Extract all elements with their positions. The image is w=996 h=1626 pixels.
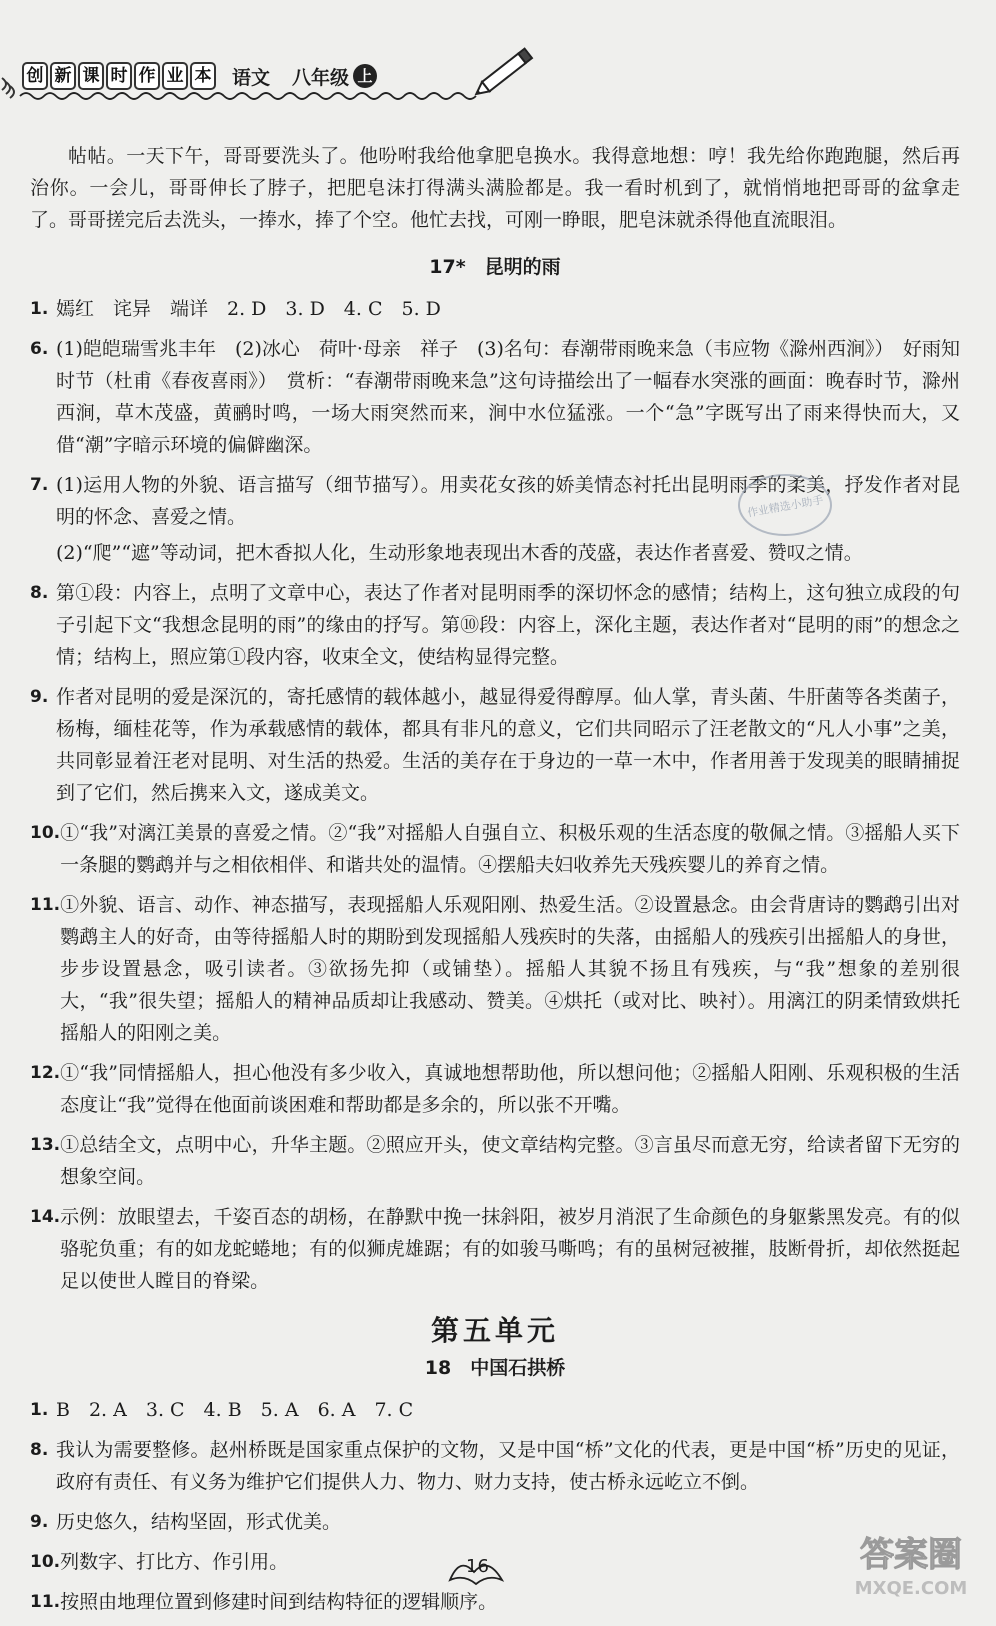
item-sub-text: (2)“爬”“遮”等动词，把木香拟人化，生动形象地表现出木香的茂盛，表达作者喜爱、赞叹之情。 <box>56 542 863 564</box>
item-number: 6. <box>30 339 49 359</box>
item-text: 按照由地理位置到修建时间到结构特征的逻辑顺序。 <box>60 1591 498 1613</box>
item-number: 8. <box>30 1440 49 1460</box>
item-number: 9. <box>30 1512 49 1532</box>
answer-item <box>30 1129 960 1193</box>
answer-item <box>30 889 960 1049</box>
answer-item <box>30 577 960 673</box>
item-text: ①“我”同情摇船人，担心他没有多少收入，真诚地想帮助他，所以想问他；②摇船人阳刚、乐观积极的生活态度让“我”觉得在他面前谈困难和帮助都是多余的，所以张不开嘴。 <box>60 1062 960 1116</box>
item-number: 11. <box>30 895 61 915</box>
answer-item <box>30 1586 960 1618</box>
answer-content <box>30 140 960 1626</box>
item-text: 列数字、打比方、作引用。 <box>60 1551 289 1573</box>
page-header <box>0 0 996 120</box>
header-wave-line <box>0 86 996 106</box>
stamp-text: 作业精选小助手 <box>746 493 825 520</box>
item-number: 1. <box>30 299 49 319</box>
item-text: ①总结全文，点明中心，升华主题。②照应开头，使文章结构完整。③言虽尽而意无穷，给读者留下无穷的想象空间。 <box>60 1134 960 1188</box>
unit-5-title: 第五单元 <box>430 1314 559 1347</box>
item-text: (1)皑皑瑞雪兆丰年 (2)冰心 荷叶·母亲 祥子 (3)名句：春潮带雨晚来急（韦应物《滁州西涧》） 好雨知时节（杜甫《春夜喜雨》） 赏析：“春潮带雨晚来急”这句诗描绘出了一幅春水突涨的画面：晚春时节，滁州西涧，草木茂盛，黄鹂时鸣，一场大雨突然而来，涧中水位猛涨。一个“急”字既写出了雨来得快而大，又借“潮”字暗示环境的偏僻幽深。 <box>56 338 960 456</box>
item-number: 10. <box>30 823 61 843</box>
lesson-18-title: 18 中国石拱桥 <box>424 1357 566 1379</box>
brand-char: 创 <box>22 62 48 90</box>
item-number: 14. <box>30 1207 61 1227</box>
item-number: 11. <box>30 1592 61 1612</box>
brand-char: 本 <box>190 62 216 90</box>
term-badge: 上 <box>353 64 377 88</box>
item-text: 历史悠久，结构坚固，形式优美。 <box>56 1511 342 1533</box>
item-text: 示例：放眼望去，千姿百态的胡杨，在静默中挽一抹斜阳，被岁月消泯了生命颜色的身躯紫黑发亮。有的似骆驼负重；有的如龙蛇蜷地；有的似狮虎雄踞；有的如骏马嘶鸣；有的虽树冠被摧，肢断骨折，却依然挺起足以使世人瞠目的脊梁。 <box>60 1206 960 1292</box>
item-number: 8. <box>30 583 49 603</box>
lesson-17-title: 17* 昆明的雨 <box>429 256 561 278</box>
item-number: 7. <box>30 475 49 495</box>
answer-item <box>30 293 960 325</box>
watermark-bottom-text: MXQE.COM <box>854 1578 968 1599</box>
item-text: ①外貌、语言、动作、神态描写，表现摇船人乐观阳刚、热爱生活。②设置悬念。由会背唐诗的鹦鹉引出对鹦鹉主人的好奇，由等待摇船人时的期盼到发现摇船人残疾时的失落，由摇船人的残疾引出摇船人的身世，步步设置悬念，吸引读者。③欲扬先抑（或铺垫）。摇船人其貌不扬且有残疾，与“我”想象的差别很大，“我”很失望；摇船人的精神品质却让我感动、赞美。④烘托（或对比、映衬）。用漓江的阴柔情致烘托摇船人的阳刚之美。 <box>60 894 960 1044</box>
brand-char: 业 <box>162 62 188 90</box>
item-text: (1)运用人物的外貌、语言描写（细节描写）。用卖花女孩的娇美情态衬托出昆明雨季的柔美，抒发作者对昆明的怀念、喜爱之情。 <box>56 474 960 528</box>
page-number: 16 <box>466 1556 489 1577</box>
answer-item <box>30 817 960 881</box>
stamp-seal <box>735 470 835 540</box>
grade-label: 八年级 <box>292 66 350 89</box>
item-text: 嫣红 诧异 端详 2. D 3. D 4. C 5. D <box>56 298 441 320</box>
brand-char: 新 <box>50 62 76 90</box>
item-number: 9. <box>30 687 49 707</box>
answer-item <box>30 1057 960 1121</box>
answer-item <box>30 1506 960 1538</box>
answer-item <box>30 1434 960 1498</box>
brand-char: 作 <box>134 62 160 90</box>
answer-item <box>30 1394 960 1426</box>
brand-char: 时 <box>106 62 132 90</box>
brand-char: 课 <box>78 62 104 90</box>
answer-item <box>30 1201 960 1297</box>
intro-paragraph: 帖帖。一天下午，哥哥要洗头了。他吩咐我给他拿肥皂换水。我得意地想：哼！我先给你跑跑腿，然后再治你。一会儿，哥哥伸长了脖子，把肥皂沫打得满头满脸都是。我一看时机到了，就悄悄地把哥哥的盆拿走了。哥哥搓完后去洗头，一捧水，捧了个空。他忙去找，可刚一睁眼，肥皂沫就杀得他直流眼泪。 <box>30 145 960 231</box>
item-number: 1. <box>30 1400 49 1420</box>
site-watermark-logo <box>836 1530 986 1600</box>
item-text: B 2. A 3. C 4. B 5. A 6. A 7. C <box>56 1399 414 1421</box>
item-number: 13. <box>30 1135 61 1155</box>
answer-item <box>30 681 960 809</box>
item-number: 12. <box>30 1063 61 1083</box>
item-text: 我认为需要整修。赵州桥既是国家重点保护的文物，又是中国“桥”文化的代表，更是中国“桥”历史的见证，政府有责任、有义务为维护它们提供人力、物力、财力支持，使古桥永远屹立不倒。 <box>56 1439 960 1493</box>
item-text: ①“我”对漓江美景的喜爱之情。②“我”对摇船人自强自立、积极乐观的生活态度的敬佩之情。③摇船人买下一条腿的鹦鹉并与之相依相伴、和谐共处的温情。④摆船夫妇收养先天残疾婴儿的养育之情。 <box>60 822 960 876</box>
item-number: 10. <box>30 1552 61 1572</box>
item-text: 第①段：内容上，点明了文章中心，表达了作者对昆明雨季的深切怀念的感情；结构上，这句独立成段的句子引起下文“我想念昆明的雨”的缘由的抒写。第⑩段：内容上，深化主题，表达作者对“昆明的雨”的想念之情；结构上，照应第①段内容，收束全文，使结构显得完整。 <box>56 582 960 668</box>
subject-label: 语文 <box>232 66 271 89</box>
item-text: 作者对昆明的爱是深沉的，寄托感情的载体越小，越显得爱得醇厚。仙人掌，青头菌、牛肝菌等各类菌子，杨梅，缅桂花等，作为承载感情的载体，都具有非凡的意义，它们共同昭示了汪老散文的“凡人小事”之美，共同彰显着汪老对昆明、对生活的热爱。生活的美存在于身边的一草一木中，作者用善于发现美的眼睛捕捉到了它们，然后携来入文，遂成美文。 <box>56 686 960 804</box>
watermark-top-text: 答案圈 <box>860 1535 962 1575</box>
answer-item <box>30 333 960 461</box>
